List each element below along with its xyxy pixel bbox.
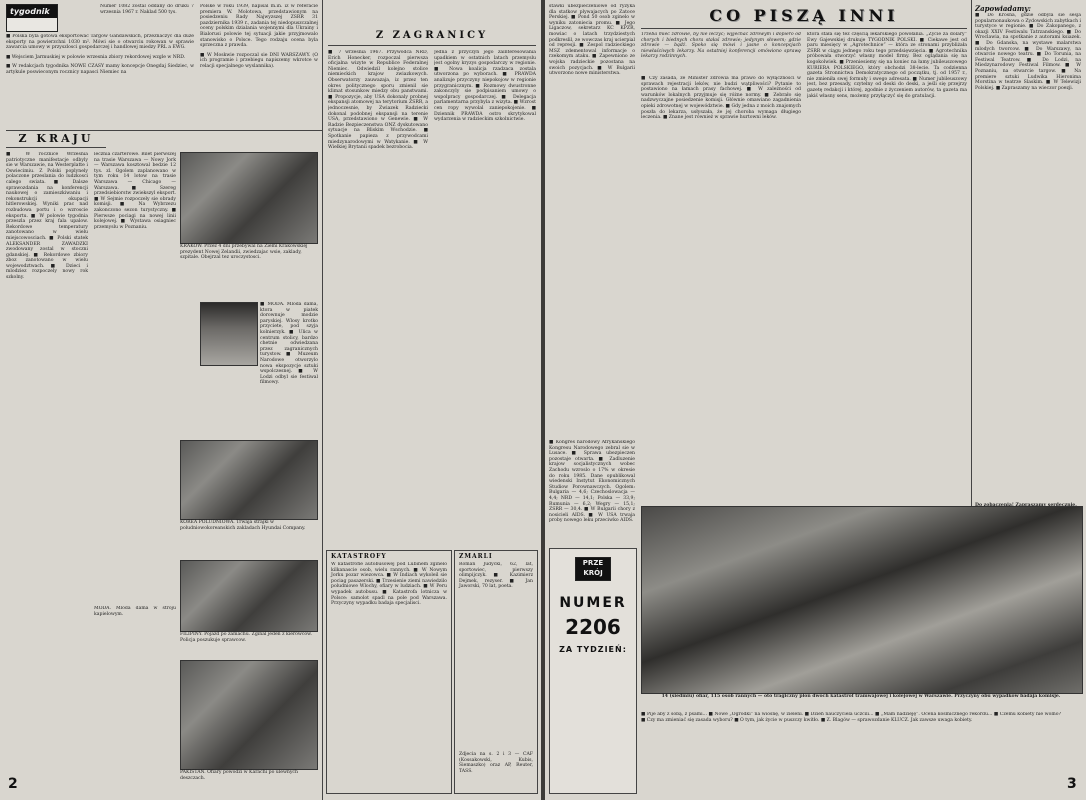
przekroj-numer-value: 2206 xyxy=(565,615,621,639)
photo-filipiny xyxy=(180,560,318,632)
z-kraju-column-1: ■ W rocznice Wrzesnia patriotyczne manifestacje odbyly sie w Warszawie, na Westerplatte i Oswiecimiu. Z Polski poplynely polaczone przeslania do ludzkosci calego swiata. ■ Dalsze sprawozdania na konferencji naukowej o zamieszkiwaniu i rekonstrukcji okupacji hitlerowskiej. Wyniki prac nad rozbudowa portu i o wzroscie eksportu. ■ W polowie tygodnia przeszla przez kraj fala upalow. Rekordowe temperatury zanotowano w wielu miejscowosciach. ■ Polski statek ALEKSANDER ZAWADZKI zwodowany zostal w stoczni gdanskiej. ■ Rekordowe zbiory zboz zanotowano w wielu wojewodztwach. ■ Dzieci i mlodziez rozpoczely nowy rok szkolny. xyxy=(6,152,88,281)
z-kraju-column-2: lecznia czarterowe. Bilet pierwszej na trasie Warszawa — Nowy Jork — Warszawa kosztowal bedzie 12 tys. zl. Ogolem zaplanowano w tym roku 14 lotow na trasie Warszawa — Chicago — Warszawa. ■ Szereg przedsiebiorstw zwiekszyl eksport. ■ W Sejmie rozpoczely sie obrady komisji. ■ Na Wybrzezu zakonczono sezon turystyczny. ■ Pierwsze pociagi na nowej linii kolejowej. ■ Wystawa osiagniec przemyslu w Poznaniu. xyxy=(94,152,176,230)
next-week-items: ■ Pije aby z sobą, z psami... ■ Nowe „Ogródki” na wiosnę, w zieleni. ■ Dzień nauczyciela uczcili... ■ „Mam nadzieję”. Ocena kosmicznego rekordu... ■ Czemu kobiety nie wolno? ■ Czy ma zmieniać się zasada wyboru? ■ O tym, jak życie w puszczy kwitło. ■ Z. Blagów — sprawozdanie KLUCZ. Jak zawsze uwaga kobiety. xyxy=(641,712,1061,723)
top-column-2 xyxy=(200,4,318,124)
top-item-1: ■ Polska byla gotowa eksportowac Targów Gandawskich, przeznaczyc dla duze eksporty na powierzchni 1030 m². Mówi sie o otwarciu rokowan w sprawie zawarcia umowy w przyszlosci gospodarczej i handlowej miedzy PRL a EWG. xyxy=(6,34,194,51)
katastrofy-heading: KATASTROFY xyxy=(331,553,387,560)
co-pisza-inni-title: CO PISZĄ INNI xyxy=(709,6,899,25)
photo-tram-wreck xyxy=(641,506,1083,694)
co-pisza-inni-column-2: która stała się też częścią lekarskiego powołania. „Życie za dolary” Ewy Gajewskiej drukuje TYGODNIK POLSKI. ■ Ciekawe jest od paru miesięcy w „Agrotechnice” — która ze stronami przybliżała ZSRR w ciągu jednego roku tego przedsięwzięcia. ■ Agrotechnika próbowała stworzyć własny model firmy. Bez oglądania się na kogokolwiek. ■ Przeniesiemy się na koniec na łamy jubileuszowego KURIERA POLSKIEGO, który obchodzi 38-lecie. Ta codzienna gazeta Stronnictwa Demokratycznego od początku, tj. od 1957 r., nie zmieniła swej formuły i swego adresata. ■ Numer jubileuszowy jest, bez przesady, czytelny od deski do deski, a jeśli się przejrzy gazetę redakcji i której, zgodnie z życzeniem autorów, ta gazeta ma jakiś własny sens, możemy przyłączyć się do gratulacji. xyxy=(807,32,967,99)
zapowiedzi-column xyxy=(975,4,1081,534)
z-kraju-heading: Z KRAJU xyxy=(18,132,94,145)
top-item-2: ■ Wejsciem Jarmuskiej w polowie wrzesnia zbiory rekordowej wzgle w NRD. xyxy=(6,54,186,60)
right-top-column-2: ■ Kongres narodowy Afrykanskiego Kongresu Narodowego zebral sie w Lusace. ■ Sprawa ubezpieczen pozostaje otwarta. ■ Zadluzenie krajow socjalistycznych wobec Zachodu wzroslo o 17% w okresie do roku 1985. Dane opublikowal wiedenski Instytut Ekonomicznych Studiow Porownawczych. Ogolem: Bulgaria — 4,6; Czechoslowacja — 4,4; NRD — 14,1; Polska — 33,9; Rumunia — 6,2; Wegry — 15,1; ZSRR — 30,4. ■ W Bulgarii chory z nosicieli AIDS. ■ W USA trwaja proby nowego leku przeciwko AIDS. xyxy=(549,440,635,524)
z-kraju-column-3: ■ MODA. Mloda dama, ktora w piatek dorownuje modzie paryskiej. Wlosy krotko przyciete, pod szyja kolnierzyk. ■ Ulica w centrum stolicy, bardzo chetnie odwiedzana przez zagranicznych turystow. ■ Muzeum Narodowe otworzylo nowa ekspozycje sztuki wspolczesnej. ■ W Lodzi odbyl sie festiwal filmowy. xyxy=(260,302,318,386)
co-pisza-inni-heading xyxy=(641,6,967,26)
vertical-divider-right xyxy=(971,0,972,540)
caption-tram-wreck: 14 (siedmiu) ofiar, 115 osob rannych — oto tragiczny plon dwoch katastrof tramwajowej i kolejowej w Warszawie. Przyczyny obu wypadkow badaja komisje. xyxy=(661,694,1061,699)
logo-text: tygodnik xyxy=(7,5,57,18)
przekroj-logo: PRZE KRÓJ xyxy=(575,557,611,581)
zmarli-box xyxy=(454,550,538,794)
przekroj-box xyxy=(549,548,637,794)
zmarli-heading: ZMARLI xyxy=(459,553,493,560)
co-pisza-inni-rule xyxy=(641,28,967,29)
zmarli-footer: Zdjecia na s. 2 i 3 — CAF (Kossakowski, Kubis, Siemaszko) oraz AP, Reuter, TASS. xyxy=(459,752,533,774)
caption-pakistan: PAKISTAN. Ofiary powodzi w Karachi po ulewnych deszczach. xyxy=(180,770,298,781)
caption-korea: KOREA POLUDNIOWA. Trwaja strajki w poludniowokoreanskich zakladach Hyundai Company. xyxy=(180,520,306,531)
z-zagranicy-rule xyxy=(328,45,536,46)
tygodnik-logo xyxy=(6,4,58,32)
photo-moda xyxy=(200,302,258,366)
top-column-1 xyxy=(6,34,194,124)
photo-korea xyxy=(180,440,318,520)
co-pisza-inni-column-1: ■ Czy zasada, że Minister zdrowia ma prawo do wyłączności w sprawach rejestracji leków, nie budzi wątpliwości? Pytanie to postawiono na łamach prasy fachowej. ■ W zależności od warunków lokalnych przyjmuje się różne normy. ■ Zebrało się nadzwyczajne posiedzenie komisji. Głównie omawiano zagadnienia opieki zdrowotnej w województwie. ■ Gdy jedna z moich znajomych poszła do lekarza, usłyszała, że jej choroba wymaga długiego leczenia. ■ Znane jest również w sprawie hurtowni leków. xyxy=(641,76,801,121)
right-top-column-1: stawki ubezpieczeniowe od ryzyka dla statkow plywajacych po Zatoce Perskiej. ■ Pond 50 osob zginelo w wyniku zatoniecia promu. ■ Jego Ligaczow, sekretarz KC KPZR, mowiac o latach trzydziestych podkreslil, ze wowczas kraj ucierpial od represji. ■ Zespol radzieckiego MSZ zdementowal informacje o rzekomym ataku. ■ Zapewniono ze wojska radzieckie pozostana na swoich pozycjach. ■ W Bulgarii utworzono nowe ministerstwa. xyxy=(549,4,635,77)
katastrofy-box xyxy=(326,550,452,794)
z-kraju-rule-bottom xyxy=(6,147,106,148)
top-item-3: ■ W redakcjach tygodnika NOWE CZASY mamy koncepcje Onegdaj Siedziec, w artykule poswieconym rocznicy napasci Niemiec na xyxy=(6,64,194,75)
przekroj-numer-label: NUMER xyxy=(559,595,627,611)
caption-filipiny: FILIPINY. Pojazd po zamachu. Zginal jeden z kierowcow. Policja poszukuje sprawcow. xyxy=(180,632,313,643)
vertical-divider-left xyxy=(322,0,323,800)
zmarli-body: Roman Judycki, 62, lat, sportowiec, pierwszy olimpijczyk. ■ Kazimierz Dejmek, rezyser. ■ Jan Jaworski, 70 lat, poeta. xyxy=(459,562,533,590)
left-page xyxy=(0,0,541,800)
z-zagranicy-column-2: Jedna z przyczyn jego zainteresowania upadkiem w ostatnich latach przemyslu jest ogolny kryzys gospodarczy w regionie. ■ Nowa koalicja rzadzaca zostala utworzona po wyborach. ■ PRAWDA analizuje przyczyny niepokojow w regionie przygranicznym. ■ Rozmowy dwustronne zakonczyly sie podpisaniem umowy o wspolpracy gospodarczej. ■ Delegacja parlamentarna przybyla z wizyta. ■ Wzrost cen ropy wywolal zaniepokojenie. ■ Dziennik PRAWDA ostro skrytykowal wydarzenia w radzieckim szkolnictwie. xyxy=(434,50,536,123)
top-item-4: Polske w roku 1939, napisal m.in. iz w referacie premiera W. Molotowa, przedstawionym na posiedzeniu Rady Najwyzszej ZSRR 31 pazdziernika 1939 r., zadania tej niedopuszczalnej oceny polskim dzialania wojennymi dla Ukrainy i Bialorusi polowie tej sytuacji jakie przyjmowalo stanowisko o Polsce. Tego rodzaju ocena byla sprzeczna z prawda. xyxy=(200,4,318,49)
top-item-5: ■ W Moskwie rozpoczal sie DNI WARSZAWY. (O ich programie i przebiegu napiszemy wkrotce w relacji specjalnego wyslannika). xyxy=(200,52,318,69)
katastrofy-body: W katastrofie autobusowej pod Lubinem zginelo kilkanascie osob, wielu rannych. ■ W Nowym Jorku pozar wiezowca. ■ W Indiach wykoleil sie pociag pasazerski. ■ Trzesienie ziemi nawiedzilo poludniowe Wlochy, ofiary w ludziach. ■ W Peru wypadek autobusu. ■ Katastrofa lotnicza w Polsce: samolot spadl na pole pod Warszawa. Przyczyny wypadku badaja specjalisci. xyxy=(331,562,447,607)
caption-krakow: KRAKOW. Przez 4 dni przebywal na Ziemi Krakowskiej prezydent Nowej Zelandii, zwiedzajac wsie, zaklady, szpitale. Obejrzal tez uroczystosci. xyxy=(180,244,308,261)
issue-note: Numer 1082 zostal oddany do druku 7 wrzesnia 1967 r. Naklad 500 tys. xyxy=(100,4,194,15)
przekroj-next-week: ZA TYDZIEŃ: xyxy=(559,645,627,654)
photo-krakow xyxy=(180,152,318,244)
z-kraju-moda-caption: MODA. Mloda dama w stroju kapielowym. xyxy=(94,606,176,617)
page-number-left: 2 xyxy=(8,776,18,792)
photo-pakistan xyxy=(180,660,318,770)
z-zagranicy-column-1: ■ 7 wrzesnia 1967. Przywodca NRD, Erich Honecker, rozpoczal pierwsza oficjalna wizyte w Republice Federalnej Niemiec. Odwiedzil kolejno stolice niemieckich krajow zwiazkowych. Obserwatorzy zauwazaja, iz przez ten okres politycznego sporu zmienil sie klimat stosunkow miedzy obu panstwami. ■ Propozycje, aby USA dokonaly probnej ekspansji atomowej na terytorium ZSRR, a jednoczesnie, by Zwiazek Radziecki dokonal podobnej ekspansji na terenie USA, przedstawiono w Genewie. ■ W Radzie Bezpieczenstwa ONZ dyskutowano sytuacje na Bliskim Wschodzie. ■ Spotkanie papieza z przywodcami miedzynarodowymi w Watykanie. ■ W Wielkiej Brytanii spadek bezrobocia. xyxy=(328,50,428,151)
zapowiedzi-body: ■ Do Krosna, gdzie odbyla sie sesja popularnonaukowa o Zydowskich zabytkach i turystyce w regionie. ■ Do Zakopanego, z okazji XXIV Festiwalu Tatrzanskiego. ■ Do Wroclawia, na spotkanie z autorami ksiazek. ■ Do Gdanska, na wystawe malarstwa mlodych tworcow. ■ Do Warszawy, na otwarcie nowego teatru. ■ Do Torunia, na Festiwal Teatrow. ■ Do Lodzi, na Miedzynarodowy Festiwal Filmow. ■ W Poznaniu, na otwarcie targow. ■ Na premiere sztuki Ludwika Hieronima Morstina w teatrze Slaskim. ■ W Telewizji Polskiej. ■ Zapraszamy na wieczor poezji. xyxy=(975,13,1081,91)
zapowiedzi-heading: Zapowiadamy: xyxy=(975,4,1031,13)
co-pisza-inni-intro: Trzeba mieć zdrowie, by nie leczyć; wyjechać zdrowym i dopiero od chorych i biednych chora stałaś zdrowie; jedynym słowem; gdzie zdrowie — bądź. Spoko się mówi i jasne o koncepcjach niewłaściwych lekarzy. Na ostatniej konferencji omówiono sprawę lekarzy rodzinnych. xyxy=(641,32,801,60)
z-kraju-column-2b xyxy=(94,606,176,792)
right-page xyxy=(545,0,1086,800)
z-kraju-rule-top xyxy=(6,130,322,131)
z-zagranicy-heading: Z ZAGRANICY xyxy=(375,30,489,41)
page-number-right: 3 xyxy=(1067,776,1077,792)
